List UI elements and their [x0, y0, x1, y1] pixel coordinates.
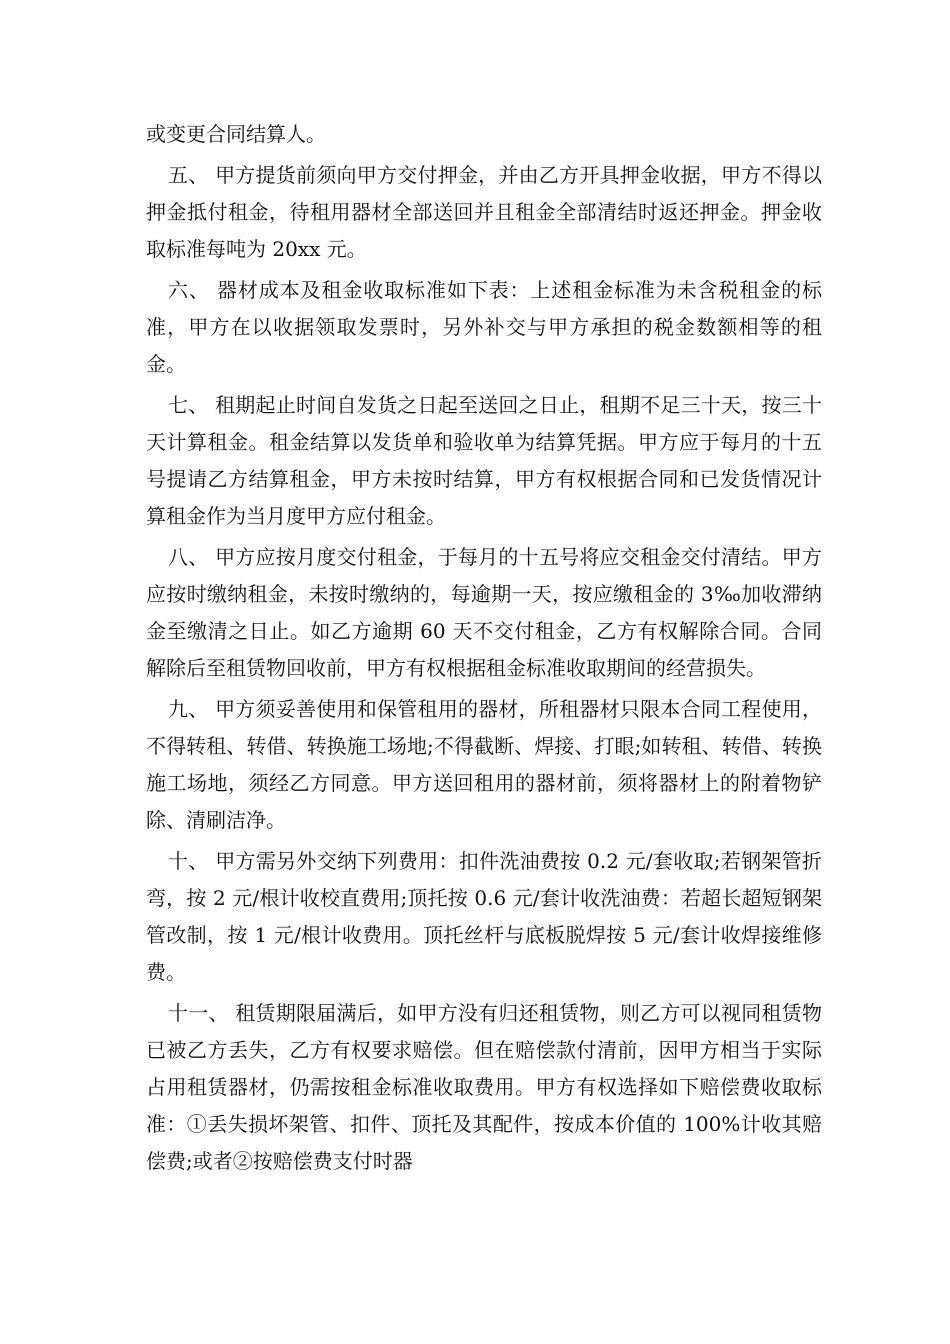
paragraph-6: 六、 器材成本及租金收取标准如下表：上述租金标准为未含税租金的标准，甲方在以收据领取发票时，另外补交与甲方承担的税金数额相等的租金。 [146, 278, 822, 376]
paragraph-7: 七、 租期起止时间自发货之日起至送回之日止，租期不足三十天，按三十天计算租金。租金结算以发货单和验收单为结算凭据。甲方应于每月的十五号提请乙方结算租金，甲方未按时结算，甲方有权根据合同和已发货情况计算租金作为当月度甲方应付租金。 [146, 393, 822, 528]
paragraph-11: 十一、 租赁期限届满后，如甲方没有归还租赁物，则乙方可以视同租赁物已被乙方丢失，乙方有权要求赔偿。但在赔偿款付清前，因甲方相当于实际占用租赁器材，仍需按租金标准收取费用。甲方有权选择如下赔偿费收取标准：①丢失损坏架管、扣件、顶托及其配件，按成本价值的 100%计收其赔偿费;或者②按赔偿费支付时器 [146, 1001, 822, 1173]
paragraph-9: 九、 甲方须妥善使用和保管租用的器材，所租器材只限本合同工程使用，不得转租、转借、转换施工场地;不得截断、焊接、打眼;如转租、转借、转换施工场地，须经乙方同意。甲方送回租用的器材前，须将器材上的附着物铲除、清刷洁净。 [146, 697, 822, 832]
paragraph-5: 五、 甲方提货前须向甲方交付押金，并由乙方开具押金收据，甲方不得以押金抵付租金，待租用器材全部送回并且租金全部清结时返还押金。押金收取标准每吨为 20xx 元。 [146, 163, 822, 261]
paragraph-8: 八、 甲方应按月度交付租金，于每月的十五号将应交租金交付清结。甲方应按时缴纳租金，未按时缴纳的，每逾期一天，按应缴租金的 3‰加收滞纳金至缴清之日止。如乙方逾期 60 天不交付租金，乙方有权解除合同。合同解除后至租赁物回收前，甲方有权根据租金标准收取期间的经营损失。 [146, 545, 822, 680]
document-body [146, 116, 822, 1184]
paragraph-10: 十、 甲方需另外交纳下列费用：扣件洗油费按 0.2 元/套收取;若钢架管折弯，按 2 元/根计收校直费用;顶托按 0.6 元/套计收洗油费：若超长超短钢架管改制，按 1 元/根计收费用。顶托丝杆与底板脱焊按 5 元/套计收焊接维修费。 [146, 849, 822, 984]
paragraph-0: 或变更合同结算人。 [146, 122, 326, 146]
